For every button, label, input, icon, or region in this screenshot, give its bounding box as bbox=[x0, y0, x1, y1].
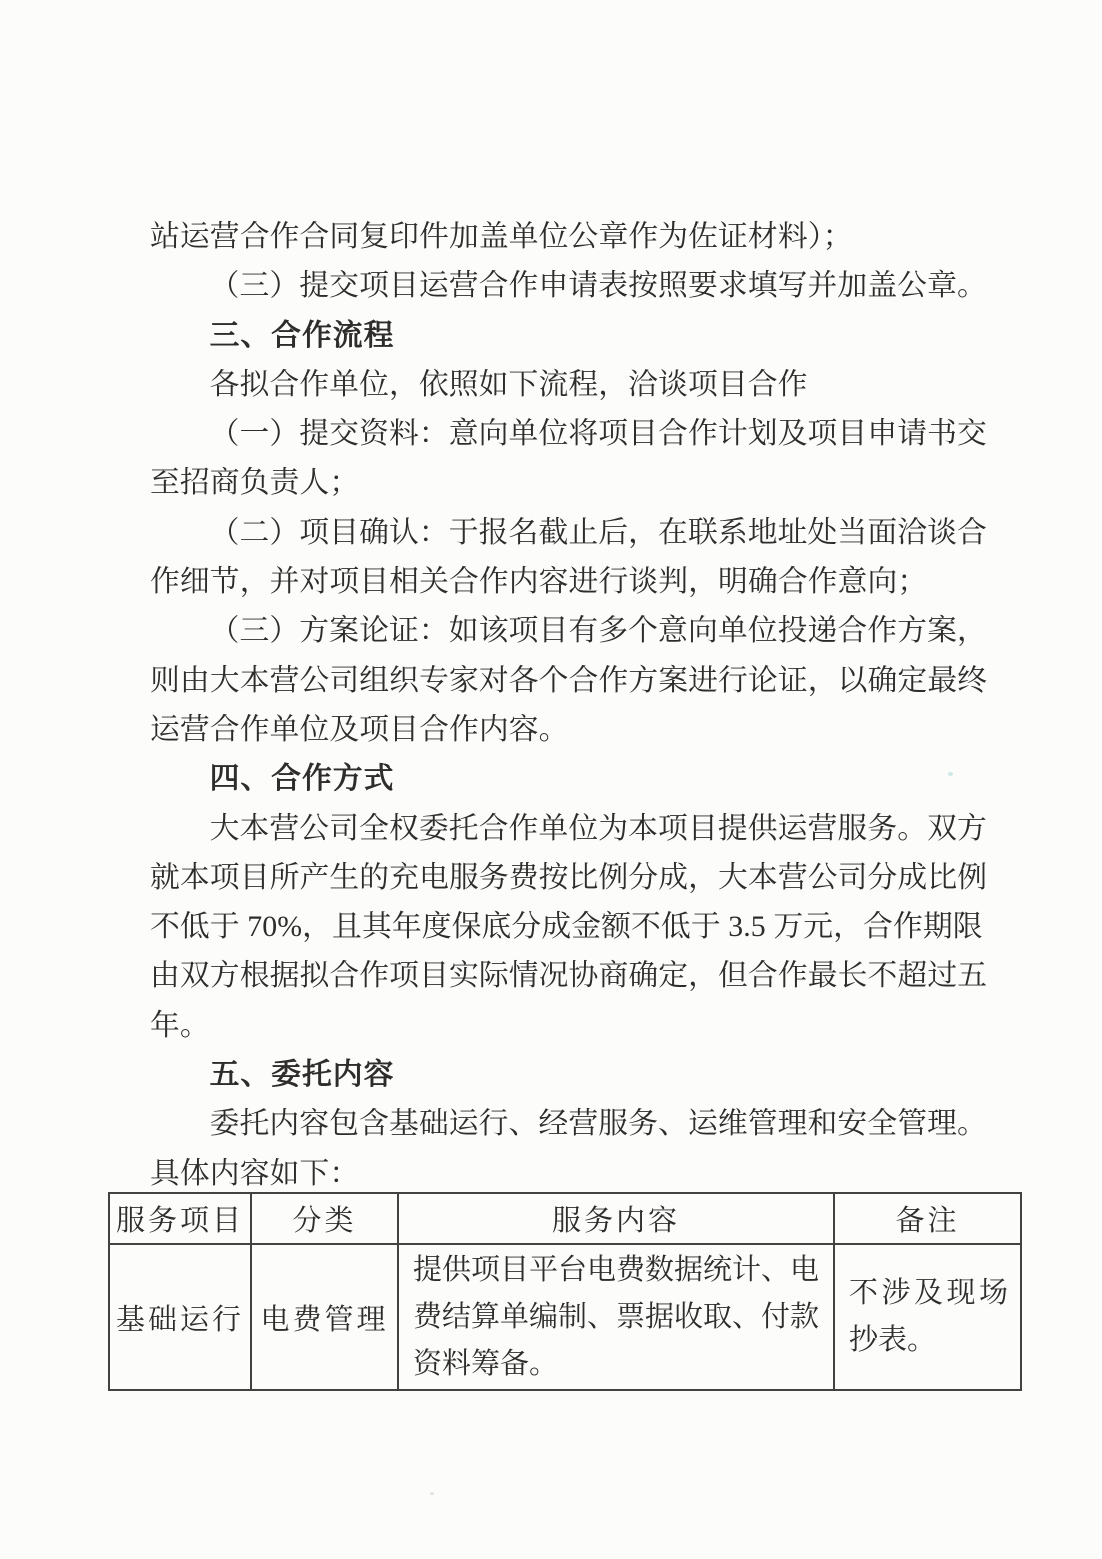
cell-text-line: 不涉及现场 bbox=[849, 1277, 1012, 1309]
scan-speck bbox=[948, 772, 953, 776]
section-heading: 三、合作流程 bbox=[209, 318, 395, 352]
section-heading: 四、合作方式 bbox=[209, 762, 395, 796]
text-line: 大本营公司全权委托合作单位为本项目提供运营服务。双方 bbox=[209, 811, 987, 845]
cell-category: 电费管理 bbox=[251, 1244, 398, 1390]
column-header-category: 分类 bbox=[251, 1193, 398, 1244]
text-line: （三）提交项目运营合作申请表按照要求填写并加盖公章。 bbox=[209, 269, 987, 303]
column-header-remark: 备注 bbox=[834, 1193, 1021, 1244]
cell-service-item: 基础运行 bbox=[109, 1244, 251, 1390]
text-line: 运营合作单位及项目合作内容。 bbox=[150, 712, 569, 746]
text-line: （二）项目确认：于报名截止后，在联系地址处当面洽谈合 bbox=[209, 515, 987, 549]
section-heading: 五、委托内容 bbox=[209, 1058, 395, 1092]
text-line: 则由大本营公司组织专家对各个合作方案进行论证，以确定最终 bbox=[150, 663, 988, 697]
text-line: 具体内容如下： bbox=[150, 1156, 360, 1190]
cell-text-line: 提供项目平台电费数据统计、电 bbox=[413, 1253, 820, 1286]
text-line: （一）提交资料：意向单位将项目合作计划及项目申请书交 bbox=[209, 417, 987, 451]
cell-text-line: 抄表。 bbox=[849, 1324, 937, 1356]
text-line: 站运营合作合同复印件加盖单位公章作为佐证材料）； bbox=[150, 220, 853, 253]
text-line: （三）方案论证：如该项目有多个意向单位投递合作方案， bbox=[209, 614, 987, 648]
column-header-service-item: 服务项目 bbox=[109, 1193, 251, 1244]
cell-remark bbox=[834, 1244, 1021, 1390]
cell-text-line: 费结算单编制、票据收取、付款 bbox=[413, 1300, 820, 1333]
text-line: 由双方根据拟合作项目实际情况协商确定，但合作最长不超过五 bbox=[150, 959, 988, 993]
table-header-row bbox=[109, 1193, 1021, 1244]
text-line: 就本项目所产生的充电服务费按比例分成，大本营公司分成比例 bbox=[150, 860, 988, 894]
text-line: 年。 bbox=[150, 1008, 210, 1042]
cell-service-content bbox=[398, 1244, 834, 1390]
text-line: 各拟合作单位，依照如下流程，洽谈项目合作 bbox=[209, 367, 808, 401]
column-header-service-content: 服务内容 bbox=[398, 1193, 834, 1244]
text-line: 作细节，并对项目相关合作内容进行谈判，明确合作意向； bbox=[150, 565, 928, 599]
scan-speck bbox=[430, 1492, 434, 1495]
text-line: 至招商负责人； bbox=[150, 466, 360, 500]
table-row bbox=[109, 1244, 1021, 1390]
service-table bbox=[108, 1192, 1022, 1391]
text-line: 不低于 70%，且其年度保底分成金额不低于 3.5 万元，合作期限 bbox=[150, 910, 983, 944]
document-body bbox=[150, 212, 996, 1198]
text-line: 委托内容包含基础运行、经营服务、运维管理和安全管理。 bbox=[209, 1107, 987, 1141]
cell-text-line: 资料筹备。 bbox=[413, 1347, 559, 1380]
